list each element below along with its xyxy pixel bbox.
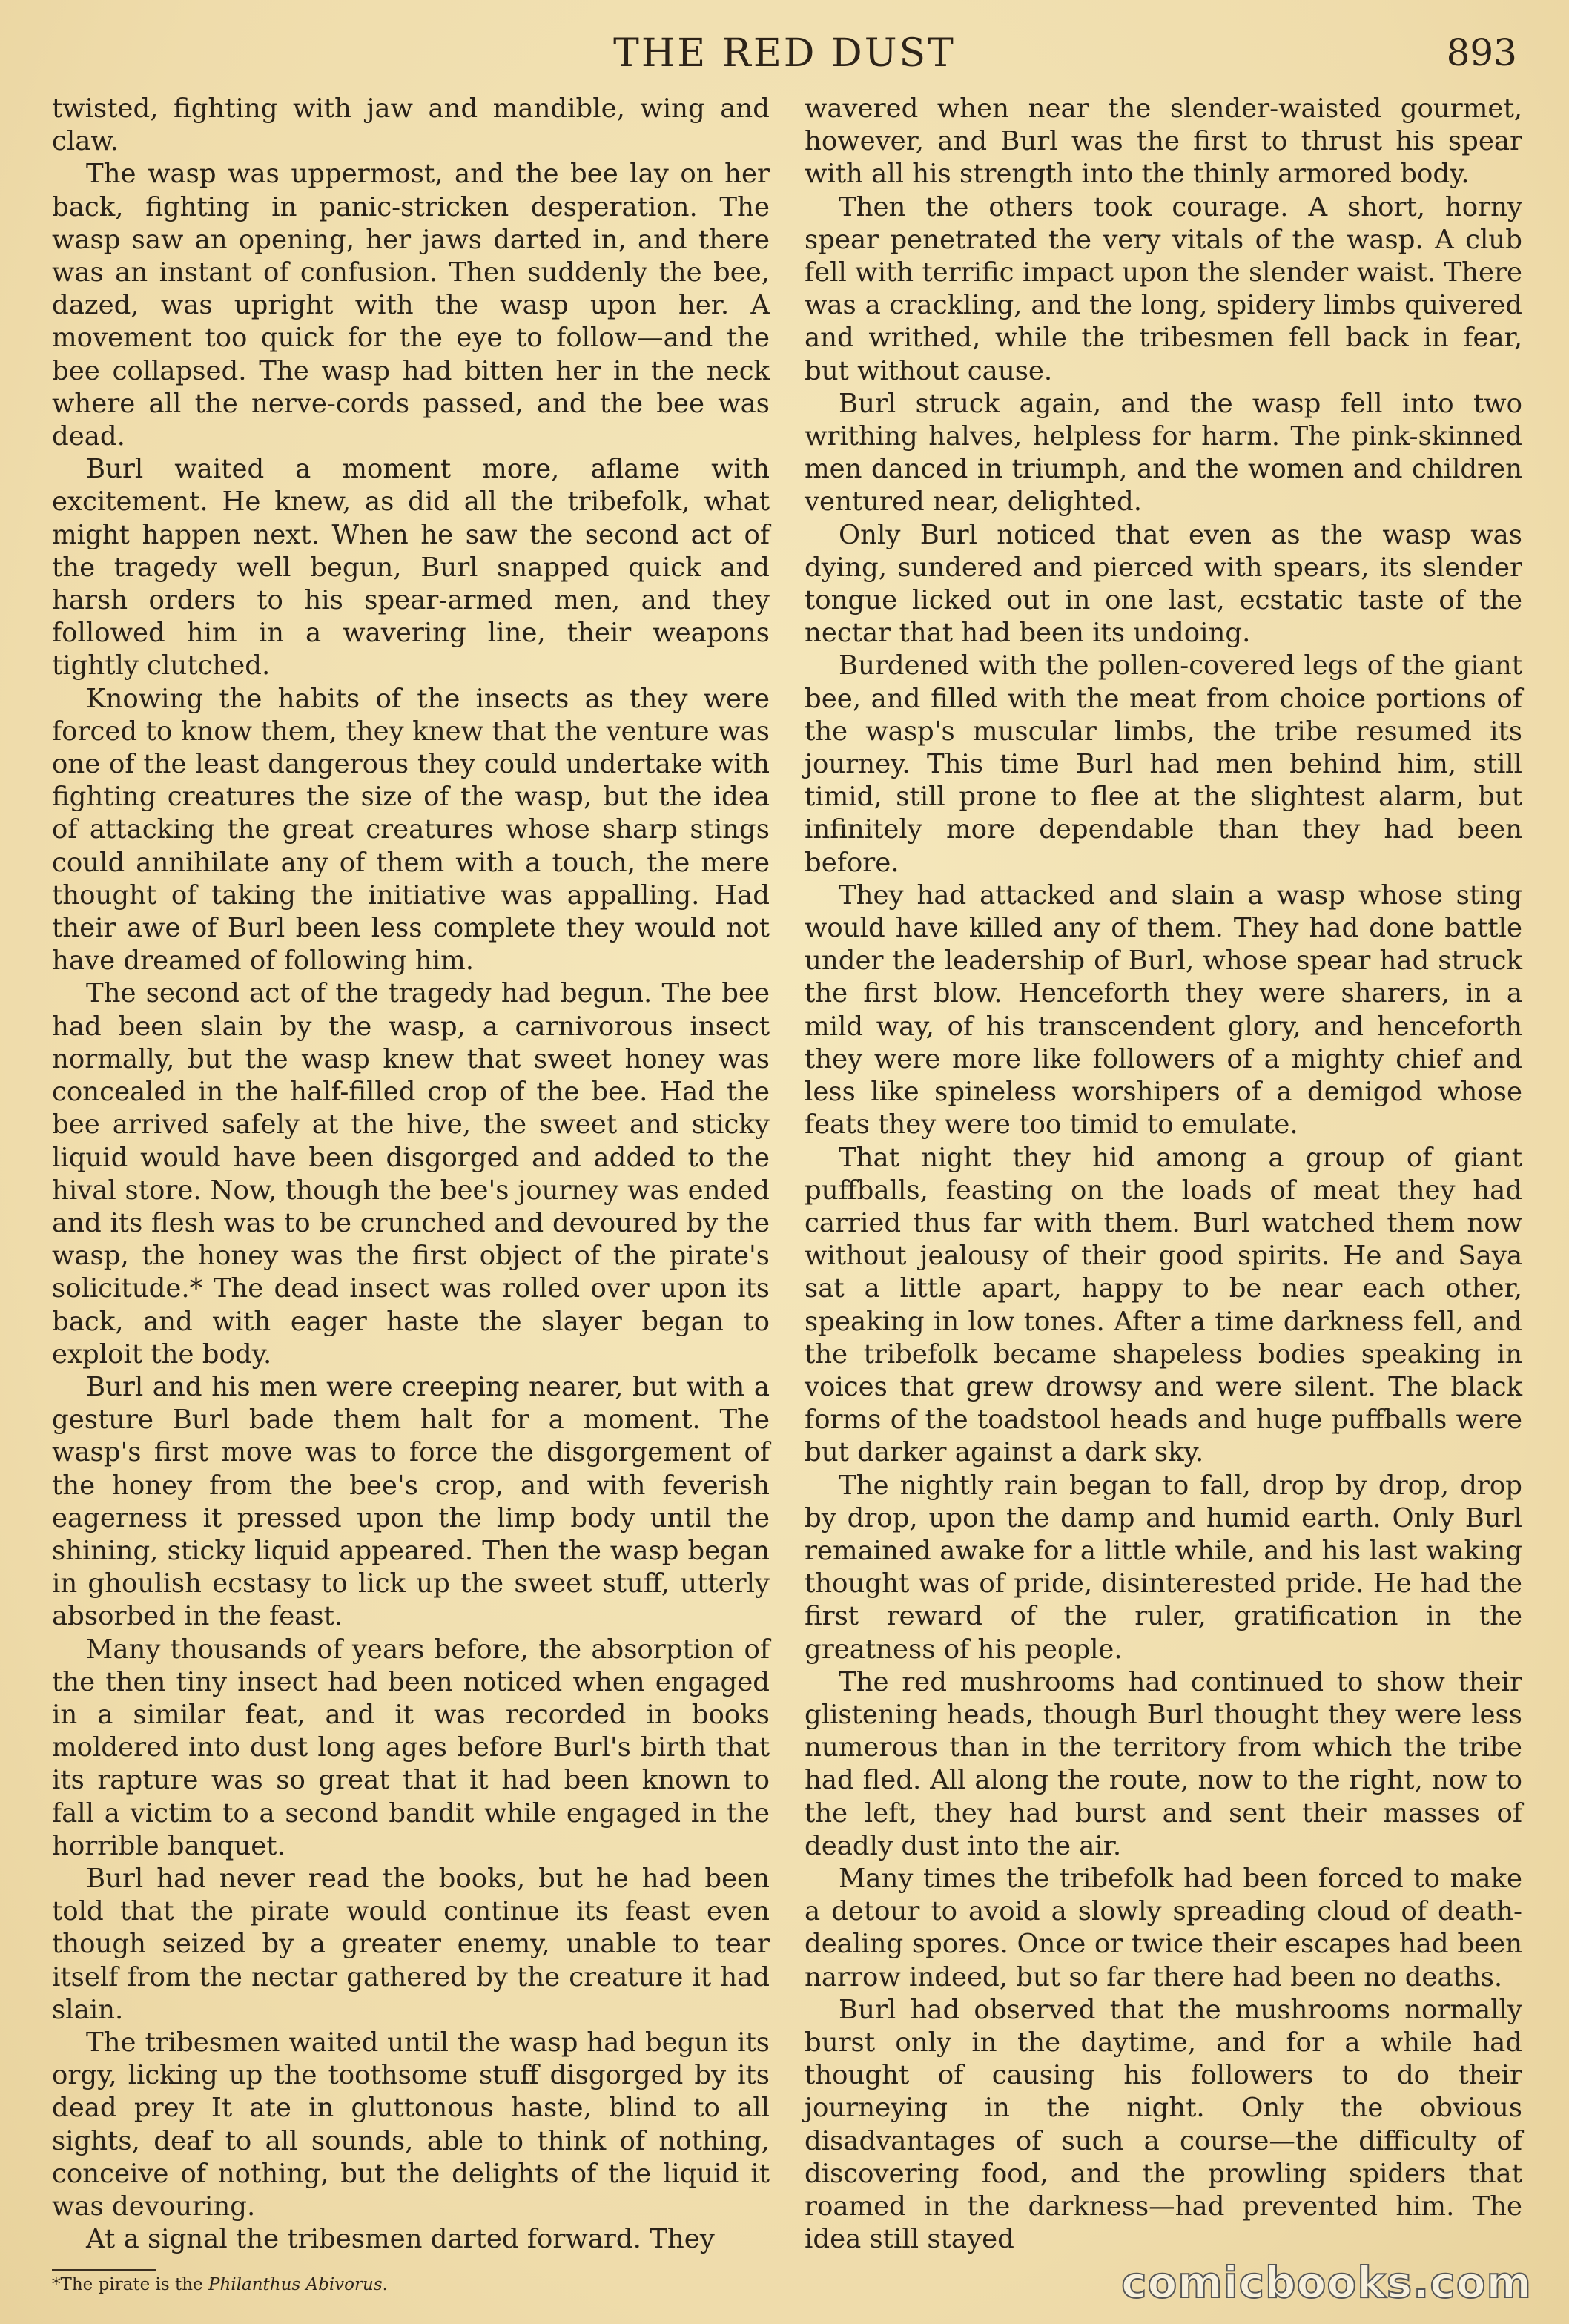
- paragraph: twisted, fighting with jaw and mandible, wing and claw.: [52, 93, 770, 157]
- paragraph: The wasp was uppermost, and the bee lay on her back, fighting in panic-stricken desperation. The wasp saw an opening, her jaws darted in, and there was an instant of confusion. Then suddenly the bee, dazed, was upright with the wasp upon her. A movement too quick for the eye to follow—and the bee collapsed. The wasp had bitten her in the neck where all the nerve-cords passed, and the bee was dead.: [52, 159, 770, 452]
- paragraph: Burl had observed that the mushrooms normally burst only in the daytime, and for a while had thought of causing his followers to do their journeying in the night. Only the obvious disadvantages of such a course—the difficulty of discovering food, and the prowling spiders that roamed in the darkness—had prevented him. The idea still stayed: [805, 1994, 1522, 2255]
- paragraph: That night they hid among a group of giant puffballs, feasting on the loads of meat they had carried thus far with them. Burl watched them now without jealousy of their good spirits. He and Saya sat a little apart, happy to be near each other, speaking in low tones. After a time darkness fell, and the tribefolk became shapeless bodies speaking in voices that grew drowsy and were silent. The black forms of the toadstool heads and huge puffballs were but darker against a dark sky.: [805, 1142, 1522, 1468]
- paragraph: The second act of the tragedy had begun. The bee had been slain by the wasp, a carnivorous insect normally, but the wasp knew that sweet honey was concealed in the half-filled crop of the bee. Had the bee arrived safely at the hive, the sweet and sticky liquid would have been disgorged and added to the hival store. Now, though the bee's journey was ended and its flesh was to be crunched and devoured by the wasp, the honey was the first object of the pirate's solicitude.* The dead insect was rolled over upon its back, and with eager haste the slayer began to exploit the body.: [52, 978, 770, 1370]
- paragraph: Burl had never read the books, but he had been told that the pirate would continue its feast even though seized by a greater enemy, unable to tear itself from the nectar gathered by the creature it had slain.: [52, 1863, 770, 2025]
- right-column: [805, 93, 1522, 2256]
- footnote-prefix: *The pirate is the: [52, 2275, 208, 2294]
- paragraph: Burl and his men were creeping nearer, but with a gesture Burl bade them halt for a moment. The wasp's first move was to force the disgorgement of the honey from the bee's crop, and with feverish eagerness it pressed upon the limp body until the shining, sticky liquid appeared. Then the wasp began in ghoulish ecstasy to lick up the sweet stuff, utterly absorbed in the feast.: [52, 1371, 770, 1632]
- page-title: THE RED DUST: [613, 31, 956, 76]
- paragraph: Only Burl noticed that even as the wasp was dying, sundered and pierced with spears, its slender tongue licked out in one last, ecstatic taste of the nectar that had been its undoing.: [805, 519, 1522, 649]
- paragraph: The tribesmen waited until the wasp had begun its orgy, licking up the toothsome stuff disgorged by its dead prey It ate in gluttonous haste, blind to all sights, deaf to all sounds, able to think of nothing, conceive of nothing, but the delights of the liquid it was devouring.: [52, 2027, 770, 2222]
- paragraph: Burl struck again, and the wasp fell into two writhing halves, helpless for harm. The pink-skinned men danced in triumph, and the women and children ventured near, delighted.: [805, 388, 1522, 518]
- watermark-logo: comicbooks.com: [1121, 2257, 1532, 2308]
- paragraph: wavered when near the slender-waisted gourmet, however, and Burl was the first to thrust his spear with all his strength into the thinly armored body.: [805, 93, 1522, 190]
- paragraph: Burdened with the pollen-covered legs of the giant bee, and filled with the meat from choice portions of the wasp's muscular limbs, the tribe resumed its journey. This time Burl had men behind him, still timid, still prone to flee at the slightest alarm, but infinitely more dependable than they had been before.: [805, 650, 1522, 878]
- paragraph: At a signal the tribesmen darted forward. They: [86, 2224, 715, 2255]
- paragraph: The nightly rain began to fall, drop by drop, drop by drop, upon the damp and humid earth. Only Burl remained awake for a little while, and his last waking thought was of pride, disinterested pride. He had the first reward of the ruler, gratification in the greatness of his people.: [805, 1470, 1522, 1665]
- paragraph: The red mushrooms had continued to show their glistening heads, though Burl thought they were less numerous than in the territory from which the tribe had fled. All along the route, now to the right, now to the left, they had burst and sent their masses of deadly dust into the air.: [805, 1666, 1522, 1861]
- left-column: [52, 93, 770, 2256]
- footnote-rule: [52, 2269, 156, 2271]
- footnote: [52, 2275, 388, 2294]
- running-header: [0, 31, 1569, 83]
- paragraph: They had attacked and slain a wasp whose sting would have killed any of them. They had done battle under the leadership of Burl, whose spear had struck the first blow. Henceforth they were sharers, in a mild way, of his transcendent glory, and henceforth they were more like followers of a mighty chief and less like spineless worshipers of a demigod whose feats they were too timid to emulate.: [805, 879, 1522, 1140]
- page-number: 893: [1446, 31, 1517, 74]
- paragraph: Knowing the habits of the insects as they were forced to know them, they knew that the venture was one of the least dangerous they could undertake with fighting creatures the size of the wasp, but the idea of attacking the great creatures whose sharp stings could annihilate any of them with a touch, the mere thought of taking the initiative was appalling. Had their awe of Burl been less complete they would not have dreamed of following him.: [52, 683, 770, 977]
- paragraph: Burl waited a moment more, aflame with excitement. He knew, as did all the tribefolk, what might happen next. When he saw the second act of the tragedy well begun, Burl snapped quick and harsh orders to his spear-armed men, and they followed him in a wavering line, their weapons tightly clutched.: [52, 454, 770, 681]
- paragraph: Then the others took courage. A short, horny spear penetrated the very vitals of the wasp. A club fell with terrific impact upon the slender waist. There was a crackling, and the long, spidery limbs quivered and writhed, while the tribesmen fell back in fear, but without cause.: [805, 191, 1522, 386]
- paragraph: Many thousands of years before, the absorption of the then tiny insect had been noticed when engaged in a similar feat, and it was recorded in books moldered into dust long ages before Burl's birth that its rapture was so great that it had been known to fall a victim to a second bandit while engaged in the horrible banquet.: [52, 1634, 770, 1861]
- footnote-species: Philanthus Abivorus.: [208, 2275, 388, 2294]
- paragraph: Many times the tribefolk had been forced to make a detour to avoid a slowly spreading cloud of death-dealing spores. Once or twice their escapes had been narrow indeed, but so far there had been no deaths.: [805, 1863, 1522, 1993]
